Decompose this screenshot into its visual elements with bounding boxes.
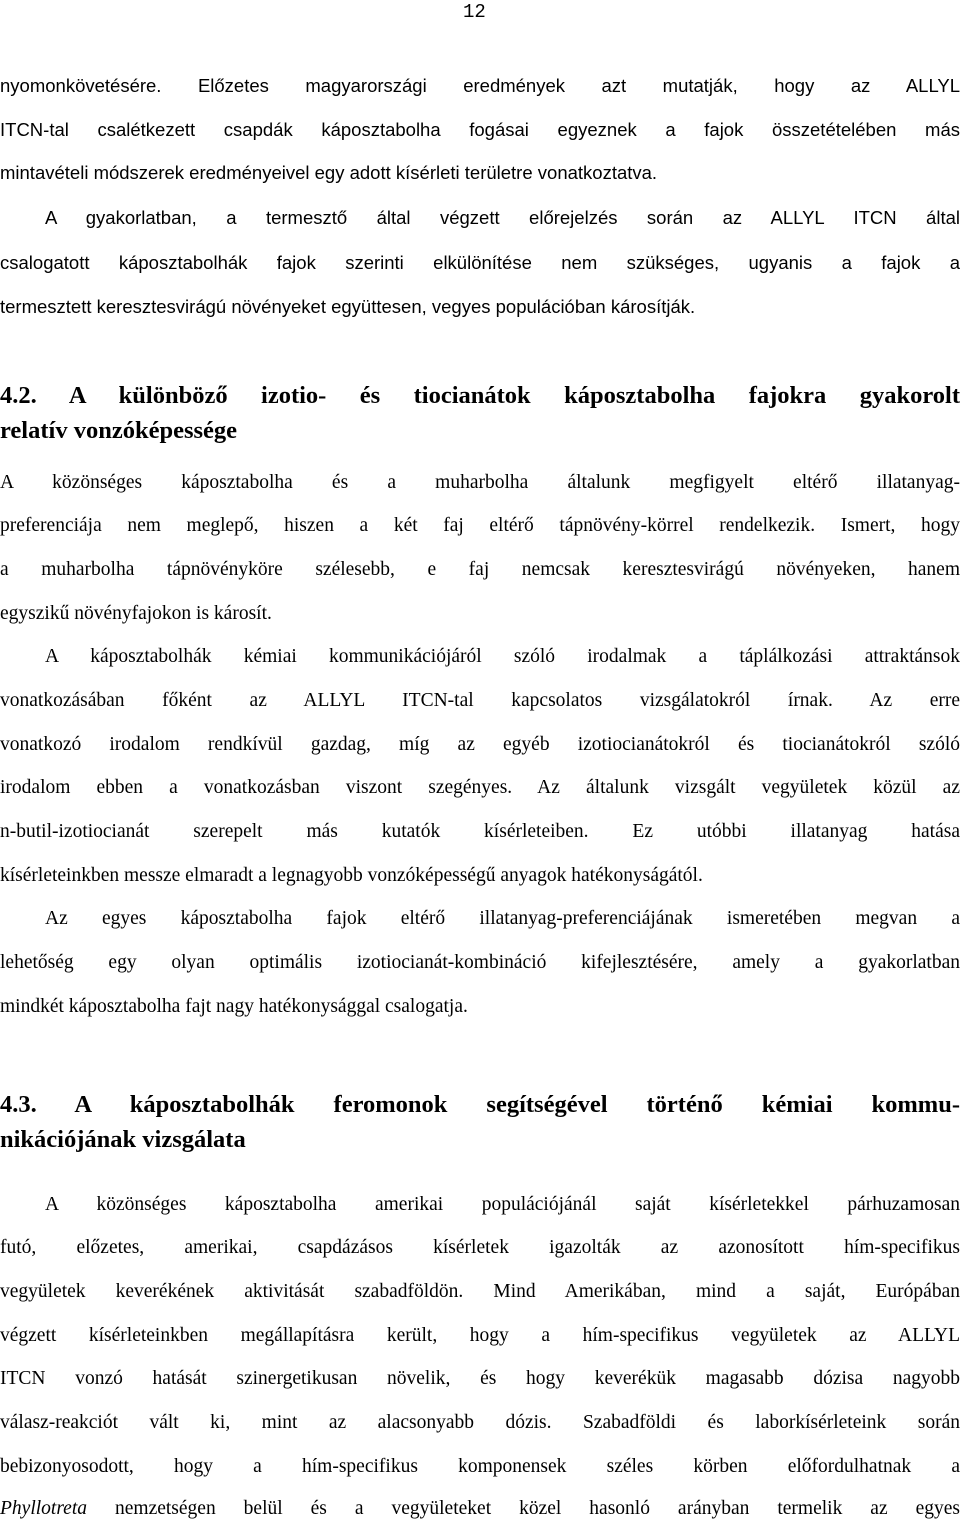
paragraph-1-line-1: nyomonkövetésére. Előzetes magyarországi eredmények azt mutatják, hogy az ALLYL [0,75,960,96]
paragraph-6-line-1: A közönséges káposztabolha amerikai populációjánál saját kísérletekkel párhuzamosan [45,1194,960,1215]
genus-name: Phyllotreta [0,1498,88,1519]
paragraph-4-line-6: kísérleteinkben messze elmaradt a legnagyobb vonzóképességű anyagok hatékonyságától. [0,865,703,886]
paragraph-6-line-7: bebizonyosodott, hogy a hím-specifikus komponensek széles körben előfordulhatnak a [0,1456,960,1477]
paragraph-6-line-2: futó, előzetes, amerikai, csapdázásos kísérletek igazolták az azonosított hím-specifikus [0,1237,960,1258]
paragraph-4-line-3: vonatkozó irodalom rendkívül gazdag, míg az egyéb izotiocianátokról és tiocianátokról szóló [0,734,960,755]
paragraph-6-line-8-text: nemzetségen belül és a vegyületeket közel hasonló arányban termelik az egyes [87,1498,960,1519]
paragraph-2-line-2: csalogatott káposztabolhák fajok szerinti elkülönítése nem szükséges, ugyanis a fajok a [0,252,960,273]
paragraph-5-line-2: lehetőség egy olyan optimális izotiocianát-kombináció kifejlesztésére, amely a gyakorlatban [0,952,960,973]
paragraph-6-line-3: vegyületek keverékének aktivitását szabadföldön. Mind Amerikában, mind a saját, Európában [0,1281,960,1302]
paragraph-5-line-3: mindkét káposztabolha fajt nagy hatékonysággal csalogatja. [0,996,468,1017]
paragraph-2-line-3: termesztett keresztesvirágú növényeket együttesen, vegyes populációban károsítják. [0,296,696,317]
paragraph-6-line-4: végzett kísérleteinkben megállapításra került, hogy a hím-specifikus vegyületek az ALLYL [0,1325,960,1346]
page-number: 12 [463,1,486,23]
paragraph-1-line-3: mintavételi módszerek eredményeivel egy adott kísérleti területre vonatkoztatva. [0,162,658,183]
section-heading-4-2-line-1: 4.2. A különböző izotio- és tiocianátok káposztabolha fajokra gyakorolt [0,382,960,409]
paragraph-4-line-4: irodalom ebben a vonatkozásban viszont szegényes. Az általunk vizsgált vegyületek közül az [0,777,960,798]
paragraph-1-line-2: ITCN-tal csalétkezett csapdák káposztabolha fogásai egyeznek a fajok összetételében más [0,119,960,140]
paragraph-5-line-1: Az egyes káposztabolha fajok eltérő illatanyag-preferenciájának ismeretében megvan a [45,908,960,929]
paragraph-4-line-2: vonatkozásában főként az ALLYL ITCN-tal kapcsolatos vizsgálatokról írnak. Az erre [0,690,960,711]
paragraph-6-line-5: ITCN vonzó hatását szinergetikusan növelik, és hogy keverékük magasabb dózisa nagyobb [0,1368,960,1389]
paragraph-3-line-2: preferenciája nem meglepő, hiszen a két faj eltérő tápnövény-körrel rendelkezik. Ismert, hogy [0,515,960,536]
paragraph-3-line-1: A közönséges káposztabolha és a muharbolha általunk megfigyelt eltérő illatanyag- [0,472,960,493]
section-heading-4-2-line-2: relatív vonzóképessége [0,417,238,444]
paragraph-6-line-8 [0,1497,960,1521]
paragraph-4-line-1: A káposztabolhák kémiai kommunikációjáról szóló irodalmak a táplálkozási attraktánsok [45,646,960,667]
paragraph-6-line-6: válasz-reakciót vált ki, mint az alacsonyabb dózis. Szabadföldi és laborkísérleteink során [0,1412,960,1433]
section-heading-4-3-line-2: nikációjának vizsgálata [0,1126,246,1153]
paragraph-3-line-3: a muharbolha tápnövényköre szélesebb, e faj nemcsak keresztesvirágú növényeken, hanem [0,559,960,580]
paragraph-3-line-4: egyszikű növényfajokon is károsít. [0,603,272,624]
paragraph-2-line-1: A gyakorlatban, a termesztő által végzett előrejelzés során az ALLYL ITCN által [45,207,960,228]
section-heading-4-3-line-1: 4.3. A káposztabolhák feromonok segítségével történő kémiai kommu- [0,1091,960,1118]
paragraph-4-line-5: n-butil-izotiocianát szerepelt más kutatók kísérleteiben. Ez utóbbi illatanyag hatása [0,821,960,842]
